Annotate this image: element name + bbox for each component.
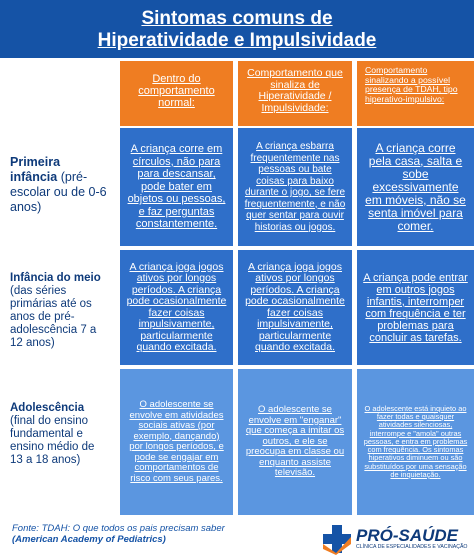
- source-publisher: (American Academy of Pediatrics): [12, 534, 166, 545]
- cell-r3-c2: [238, 369, 352, 515]
- cell-text: A criança joga jogos ativos por longos períodos. A criança pode ocasionalmente fazer coisas impulsivamente, particularmente quando excitada.: [245, 260, 345, 353]
- cell-r2-c1: [120, 250, 233, 365]
- cell-r2-c2: [238, 250, 352, 365]
- cell-text: O adolescente se envolve em atividades sociais ativas (por exemplo, dançando) por longos períodos, e pode se engajar em comportamentos de risco com seus pares.: [129, 399, 224, 484]
- cell-r3-c1: [120, 369, 233, 515]
- infographic-title: [0, 0, 474, 58]
- row-header-middle-childhood: [0, 272, 118, 350]
- row-header-detail: (pré-escolar ou de 0-6 anos): [10, 170, 107, 214]
- cell-text: O adolescente se envolve em "enganar" que começa a imitar os outros, e ele se preocupa em classe ou enquanto assiste televisão.: [245, 404, 345, 479]
- column-header-label: Comportamento que sinaliza de Hiperatividade / Impulsividade:: [247, 67, 343, 114]
- row-header-bold: Infância do meio: [10, 272, 101, 284]
- logo-name: PRÓ-SAÚDE: [356, 526, 459, 545]
- cell-text: O adolescente está inquieto ao fazer todas e quaisquer atividades silenciosas, interrompe e "amola" outras pessoas, e entra em problemas com frequência. Os sintomas hiperativos diminuem ou são substituídos por uma sensação de inquietação.: [363, 403, 468, 480]
- cell-text: A criança corre pela casa, salta e sobe excessivamente em móveis, não se senta imóvel para comer.: [365, 140, 466, 233]
- cell-text: A criança esbarra frequentemente nas pessoas ou bate coisas para baixo durante o jogo, se fere frequentemente, e não quer sentar para ouvir historias ou jogos.: [244, 141, 346, 233]
- cell-r3-c3: [357, 369, 474, 515]
- cell-text: A criança joga jogos ativos por longos períodos. A criança pode ocasionalmente fazer coisas impulsivamente, particularmente quando excitada.: [126, 260, 227, 353]
- row-header-adolescence: [0, 402, 118, 467]
- cell-text: A criança corre em círculos, não para para descansar, pode bater em objetos ou pessoas, e faz perguntas constantemente.: [127, 143, 226, 231]
- column-header-label: Dentro do comportamento normal:: [138, 73, 215, 109]
- cell-r1-c2: [238, 128, 352, 246]
- cell-r1-c1: [120, 128, 233, 246]
- column-header-normal: [120, 61, 233, 126]
- column-header-hyperactivity: [238, 61, 352, 126]
- cell-r1-c3: [357, 128, 474, 246]
- logo-subtitle: CLÍNICA DE ESPECIALIDADES E VACINAÇÃO: [356, 544, 468, 550]
- row-header-early-childhood: [0, 155, 118, 215]
- row-header-bold: Adolescência: [10, 402, 85, 414]
- pro-saude-logo-icon: [322, 523, 352, 555]
- title-line-1: Sintomas comuns de: [141, 8, 333, 29]
- column-header-adhd: [357, 61, 474, 126]
- source-line: Fonte: TDAH: O que todos os pais precisam saber: [12, 523, 225, 534]
- cell-r2-c3: [357, 250, 474, 365]
- row-header-bold: Primeira infância: [10, 155, 61, 184]
- column-header-label: Comportamento sinalizando a possível presença de TDAH, tipo hiperativo-impulsivo:: [365, 65, 458, 104]
- pro-saude-logo: [322, 522, 468, 556]
- cell-text: A criança pode entrar em outros jogos infantis, interromper com frequência e ter problemas para concluir as tarefas.: [363, 271, 468, 344]
- title-line-2: Hiperatividade e Impulsividade: [97, 30, 377, 51]
- row-header-detail: (final do ensino fundamental e ensino médio de 13 a 18 anos): [10, 415, 95, 466]
- row-header-detail: (das séries primárias até os anos de pré-adolescência 7 a 12 anos): [10, 285, 97, 349]
